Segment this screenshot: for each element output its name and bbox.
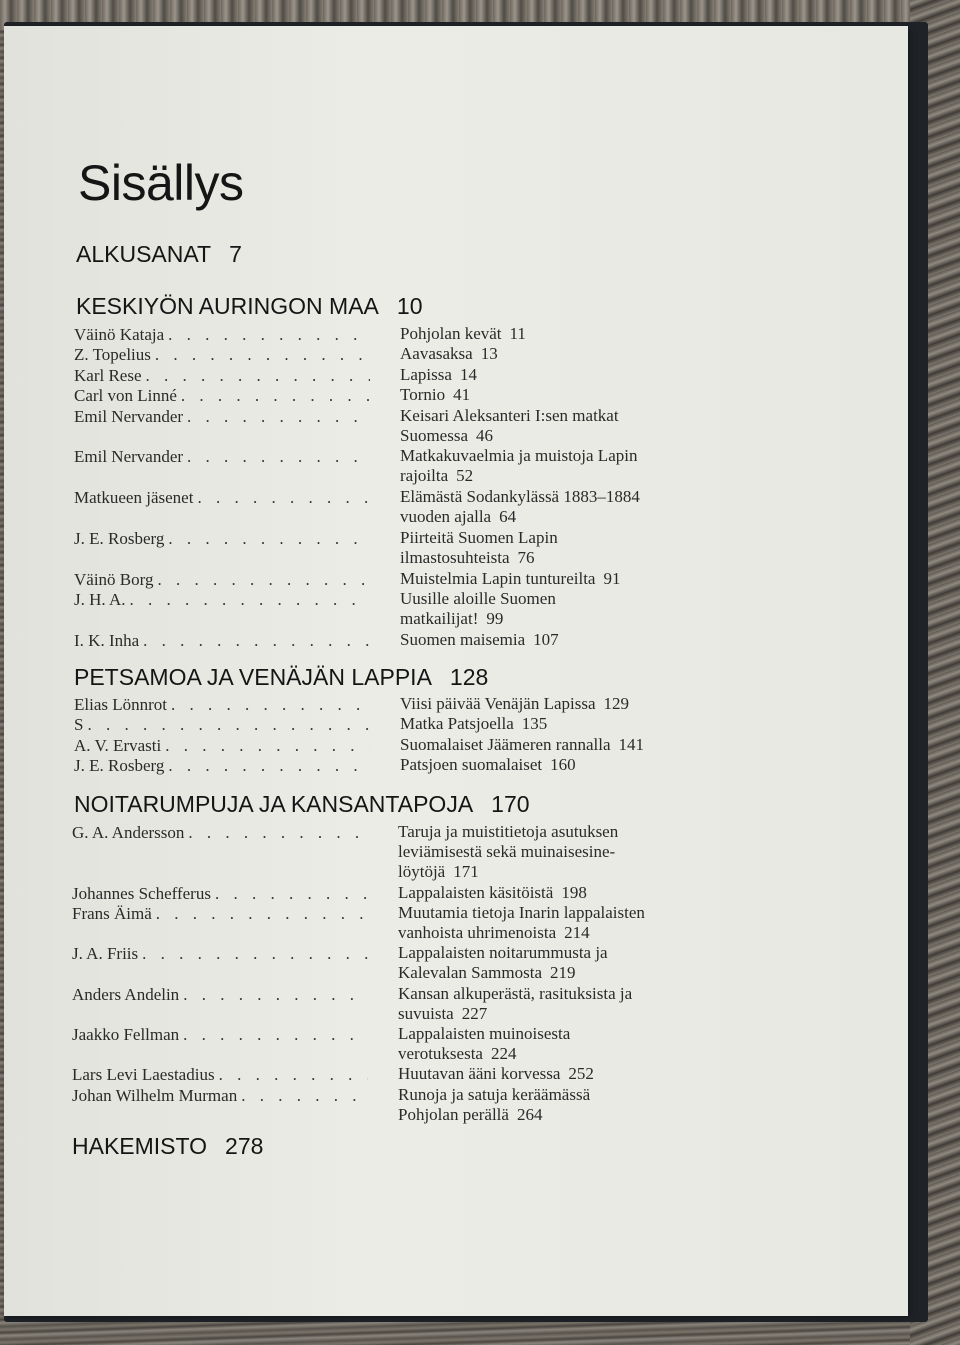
entry-author xyxy=(74,755,370,776)
entry-title-text: Huutavan ääni korvessa xyxy=(398,1064,561,1083)
entry-page-number: 160 xyxy=(550,755,576,774)
dot-leader xyxy=(171,695,370,715)
author-name: Väinö Borg xyxy=(74,570,154,589)
dot-leader xyxy=(187,447,370,467)
entry-author xyxy=(72,1085,368,1106)
entry-title xyxy=(398,984,708,1024)
section-title: PETSAMOA JA VENÄJÄN LAPPIA xyxy=(74,664,432,690)
dot-leader xyxy=(146,366,370,386)
dot-leader xyxy=(156,904,368,924)
author-name: A. V. Ervasti xyxy=(74,736,162,755)
author-name: I. K. Inha xyxy=(74,631,140,650)
section-heading xyxy=(72,1133,263,1160)
dot-leader xyxy=(87,715,370,735)
entry-title-text: Lappalaisten noitarummusta ja xyxy=(398,943,608,962)
entry-page-number: 76 xyxy=(517,548,535,568)
entry-title-line xyxy=(398,822,708,842)
entry-title xyxy=(398,1085,708,1125)
entry-page-number: 107 xyxy=(533,630,559,649)
section-title: KESKIYÖN AURINGON MAA xyxy=(76,293,379,319)
author-name: Carl von Linné xyxy=(74,386,177,405)
dot-leader xyxy=(158,570,371,590)
dot-leader xyxy=(165,736,370,756)
entry-title xyxy=(400,365,710,385)
section-heading xyxy=(74,664,488,691)
entry-page-number: 41 xyxy=(453,385,471,404)
entry-title-line xyxy=(400,324,710,344)
entry-title-text: Lappalaisten käsitöistä xyxy=(398,883,554,902)
section-page-number: 170 xyxy=(491,791,530,817)
dot-leader xyxy=(219,1065,368,1085)
entry-title-line xyxy=(400,466,710,486)
entry-author xyxy=(72,984,368,1005)
entry-page-number: 129 xyxy=(603,694,630,713)
section-page-number: 10 xyxy=(396,293,423,319)
entry-title-text: Uusille aloille Suomen xyxy=(400,589,556,608)
entry-title-line xyxy=(400,385,710,405)
entry-author xyxy=(74,344,370,365)
entry-author xyxy=(74,385,370,406)
entry-page-number: 52 xyxy=(456,466,474,486)
author-name: S xyxy=(74,715,84,734)
dot-leader xyxy=(183,1025,368,1045)
entry-title xyxy=(400,630,710,650)
entry-title-text: Lapissa xyxy=(400,365,452,384)
entry-title-line xyxy=(400,694,710,714)
entry-title xyxy=(400,569,710,589)
entry-title-line xyxy=(400,507,710,527)
entry-title-text: Suomalaiset Jäämeren rannalla xyxy=(400,735,611,754)
entry-author xyxy=(74,528,370,549)
entry-page-number: 214 xyxy=(564,923,590,943)
entry-page-number: 46 xyxy=(476,426,493,446)
entry-author xyxy=(74,446,370,467)
entry-title xyxy=(400,694,710,714)
author-name: Emil Nervander xyxy=(74,407,184,426)
entry-page-number: 11 xyxy=(509,324,526,343)
entry-title xyxy=(400,385,710,405)
entry-title-line xyxy=(398,1004,708,1024)
section-page-number: 7 xyxy=(229,241,242,267)
entry-title xyxy=(398,1024,708,1064)
entry-page-number: 13 xyxy=(480,344,498,363)
entry-title-text: Viisi päivää Venäjän Lapissa xyxy=(400,694,596,713)
author-name: Jaakko Fellman xyxy=(72,1025,180,1044)
entry-title xyxy=(398,903,708,943)
entry-title-text: ilmastosuhteista xyxy=(400,548,510,568)
entry-title-text: rajoilta xyxy=(400,466,449,486)
entry-author xyxy=(74,694,370,715)
dot-leader xyxy=(183,985,368,1005)
entry-title-text: verotuksesta xyxy=(398,1044,483,1064)
entry-title-line xyxy=(400,487,710,507)
entry-title xyxy=(398,1064,708,1084)
dot-leader xyxy=(168,325,370,345)
author-name: Lars Levi Laestadius xyxy=(72,1065,215,1084)
entry-page-number: 219 xyxy=(550,963,576,983)
entry-title-text: Muistelmia Lapin tuntureilta xyxy=(400,569,596,588)
entry-author xyxy=(74,735,370,756)
dot-leader xyxy=(142,944,368,964)
entry-title-text: Piirteitä Suomen Lapin xyxy=(400,528,558,547)
entry-title xyxy=(400,528,710,568)
entry-title-line xyxy=(400,569,710,589)
dot-leader xyxy=(188,823,368,843)
entry-page-number: 135 xyxy=(521,714,548,733)
entry-title xyxy=(400,755,710,775)
entry-title-line xyxy=(398,903,708,923)
entry-page-number: 264 xyxy=(516,1105,543,1125)
entry-title xyxy=(398,883,708,903)
entry-title-text: Suomen maisemia xyxy=(400,630,526,649)
entry-title-line xyxy=(398,943,708,963)
entry-author xyxy=(74,406,370,427)
entry-title-text: Suomessa xyxy=(400,426,468,446)
entry-title xyxy=(400,487,710,527)
dot-leader xyxy=(241,1086,368,1106)
dot-leader xyxy=(155,345,370,365)
entry-title-line xyxy=(400,528,710,548)
entry-title xyxy=(400,406,710,446)
entry-title-line xyxy=(400,548,710,568)
entry-title-line xyxy=(400,365,710,385)
entry-title-line xyxy=(400,714,710,734)
section-heading xyxy=(76,293,423,320)
author-name: Johan Wilhelm Murman xyxy=(72,1086,238,1105)
entry-page-number: 91 xyxy=(603,569,621,588)
dot-leader xyxy=(197,488,370,508)
entry-title-text: Kalevalan Sammosta xyxy=(398,963,542,983)
entry-title-text: Elämästä Sodankylässä 1883–1884 xyxy=(400,487,640,506)
section-heading xyxy=(74,791,530,818)
entry-title xyxy=(400,589,710,629)
entry-author xyxy=(74,714,370,735)
entry-title-line xyxy=(400,406,710,426)
dot-leader xyxy=(187,407,370,427)
entry-page-number: 252 xyxy=(568,1064,594,1083)
entry-title xyxy=(400,446,710,486)
entry-title-text: vuoden ajalla xyxy=(400,507,492,527)
entry-title xyxy=(398,943,708,983)
dot-leader xyxy=(129,590,370,610)
author-name: Z. Topelius xyxy=(74,345,151,364)
entry-title xyxy=(400,344,710,364)
entry-title-text: leviämisestä sekä muinaisesine- xyxy=(398,842,616,862)
entry-title xyxy=(398,822,708,883)
dot-leader xyxy=(181,386,370,406)
entry-author xyxy=(72,943,368,964)
entry-page-number: 99 xyxy=(486,609,504,629)
entry-page-number: 198 xyxy=(561,883,587,902)
entry-title-line xyxy=(398,1064,708,1084)
entry-title-text: Runoja ja satuja keräämässä xyxy=(398,1085,591,1104)
entry-title-text: Muutamia tietoja Inarin lappalaisten xyxy=(398,903,645,922)
entry-title-text: suvuista xyxy=(398,1004,454,1024)
section-heading xyxy=(76,241,242,268)
author-name: Elias Lönnrot xyxy=(74,695,168,714)
entry-title-line xyxy=(400,426,710,446)
entry-title-line xyxy=(398,1024,708,1044)
entry-title-line xyxy=(400,344,710,364)
author-name: Matkueen jäsenet xyxy=(74,488,194,507)
entry-title-line xyxy=(400,589,710,609)
entry-title-text: Lappalaisten muinoisesta xyxy=(398,1024,571,1043)
author-name: J. E. Rosberg xyxy=(74,756,165,775)
entry-title-line xyxy=(398,963,708,983)
entry-title-line xyxy=(398,984,708,1004)
entry-title-text: Tornio xyxy=(400,385,446,404)
dot-leader xyxy=(143,631,370,651)
author-name: Johannes Schefferus xyxy=(72,884,211,903)
entry-title-text: Aavasaksa xyxy=(400,344,473,363)
section-page-number: 278 xyxy=(225,1133,264,1159)
entry-page-number: 224 xyxy=(490,1044,517,1064)
entry-title-line xyxy=(400,735,710,755)
entry-title xyxy=(400,735,710,755)
entry-title-line xyxy=(398,1044,708,1064)
author-name: Karl Rese xyxy=(74,366,142,385)
entry-page-number: 141 xyxy=(618,735,645,754)
entry-title-line xyxy=(400,446,710,466)
entry-title xyxy=(400,324,710,344)
entry-title-line xyxy=(400,630,710,650)
entry-title-text: Pohjolan perällä xyxy=(398,1105,509,1125)
author-name: G. A. Andersson xyxy=(72,823,185,842)
entry-title-line xyxy=(398,1085,708,1105)
entry-title-line xyxy=(398,883,708,903)
entry-page-number: 14 xyxy=(459,365,477,384)
entry-author xyxy=(74,365,370,386)
entry-title-line xyxy=(398,862,708,882)
entry-author xyxy=(72,1024,368,1045)
entry-page-number: 64 xyxy=(499,507,517,527)
entry-page-number: 171 xyxy=(453,862,479,882)
entry-title-text: Matkakuvaelmia ja muistoja Lapin xyxy=(400,446,638,465)
entry-author xyxy=(74,630,370,651)
section-title: ALKUSANAT xyxy=(76,241,212,267)
entry-title-line xyxy=(398,923,708,943)
author-name: J. A. Friis xyxy=(72,944,139,963)
book-page xyxy=(4,26,908,1316)
entry-author xyxy=(74,569,370,590)
entry-title-line xyxy=(400,609,710,629)
entry-author xyxy=(74,487,370,508)
author-name: Emil Nervander xyxy=(74,447,184,466)
entry-title-text: Taruja ja muistitietoja asutuksen xyxy=(398,822,619,841)
entry-title-text: löytöjä xyxy=(398,862,446,882)
entry-title-text: matkailijat! xyxy=(400,609,479,629)
entry-title-line xyxy=(398,842,708,862)
page-title: Sisällys xyxy=(78,155,244,211)
entry-title-text: Matka Patsjoella xyxy=(400,714,514,733)
author-name: Anders Andelin xyxy=(72,985,180,1004)
entry-author xyxy=(72,903,368,924)
entry-title xyxy=(400,714,710,734)
entry-title-line xyxy=(400,755,710,775)
entry-title-text: Patsjoen suomalaiset xyxy=(400,755,543,774)
entry-title-text: Keisari Aleksanteri I:sen matkat xyxy=(400,406,619,425)
entry-author xyxy=(74,589,370,610)
entry-author xyxy=(72,822,368,843)
author-name: J. H. A. xyxy=(74,590,126,609)
entry-title-text: Pohjolan kevät xyxy=(400,324,502,343)
entry-author xyxy=(72,883,368,904)
section-page-number: 128 xyxy=(449,664,489,690)
entry-author xyxy=(74,324,370,345)
entry-title-text: Kansan alkuperästä, rasituksista ja xyxy=(398,984,633,1003)
entry-title-text: vanhoista uhrimenoista xyxy=(398,923,557,943)
dot-leader xyxy=(168,529,370,549)
dot-leader xyxy=(168,756,370,776)
section-title: HAKEMISTO xyxy=(72,1133,208,1159)
author-name: Frans Äimä xyxy=(72,904,152,923)
section-title: NOITARUMPUJA JA KANSANTAPOJA xyxy=(74,791,474,817)
entry-title-line xyxy=(398,1105,708,1125)
entry-page-number: 227 xyxy=(461,1004,488,1024)
author-name: Väinö Kataja xyxy=(74,325,165,344)
dot-leader xyxy=(215,884,368,904)
author-name: J. E. Rosberg xyxy=(74,529,165,548)
entry-author xyxy=(72,1064,368,1085)
